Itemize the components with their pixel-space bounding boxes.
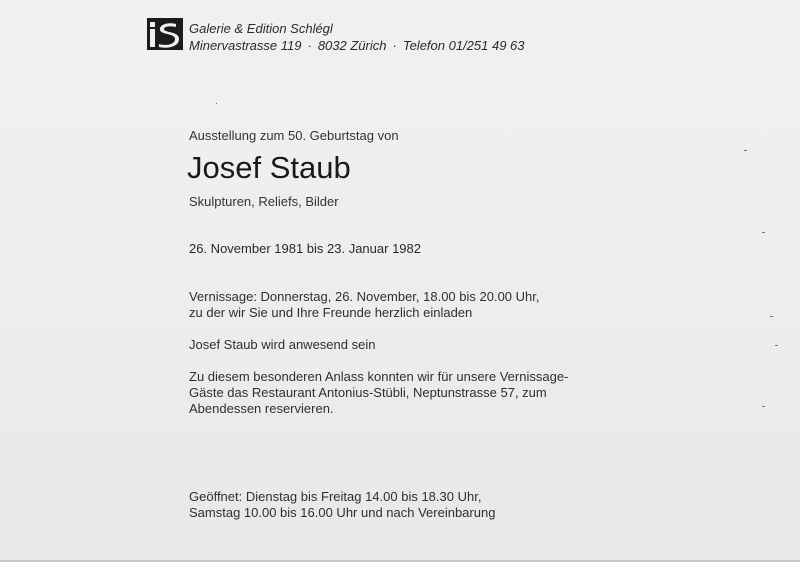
- vernissage-line: Vernissage: Donnerstag, 26. November, 18.00 bis 20.00 Uhr,: [189, 289, 540, 304]
- hours-line: Samstag 10.00 bis 16.00 Uhr und nach Vereinbarung: [189, 505, 496, 520]
- dinner-line: Abendessen reservieren.: [189, 401, 334, 416]
- gallery-city: 8032 Zürich: [317, 38, 387, 53]
- paper-speck: [216, 103, 217, 104]
- paper-speck: [744, 150, 747, 151]
- gallery-address: [189, 37, 525, 54]
- dinner-line: Gäste das Restaurant Antonius-Stübli, Neptunstrasse 57, zum: [189, 385, 547, 400]
- exhibition-media: Skulpturen, Reliefs, Bilder: [189, 194, 339, 209]
- vernissage-line: zu der wir Sie und Ihre Freunde herzlich einladen: [189, 305, 473, 320]
- dinner-line: Zu diesem besonderen Anlass konnten wir für unsere Vernissage-: [189, 369, 569, 384]
- dinner-paragraph: [189, 369, 568, 417]
- vernissage-paragraph: [189, 289, 540, 321]
- attendance-note: Josef Staub wird anwesend sein: [189, 337, 376, 352]
- paper-speck: [762, 232, 765, 233]
- gallery-header: [189, 20, 525, 54]
- artist-name: Josef Staub: [187, 150, 351, 185]
- paper-speck: [770, 316, 773, 317]
- paper-speck: [762, 406, 765, 407]
- paper-speck: [775, 345, 778, 346]
- address-separator: ·: [307, 38, 312, 53]
- exhibition-intro: Ausstellung zum 50. Geburtstag von: [189, 128, 399, 143]
- gallery-logo-icon: [147, 18, 183, 50]
- address-separator: ·: [392, 38, 397, 53]
- gallery-name: Galerie & Edition Schlégl: [189, 21, 333, 36]
- exhibition-dates: 26. November 1981 bis 23. Januar 1982: [189, 241, 421, 256]
- gallery-phone: Telefon 01/251 49 63: [402, 38, 525, 53]
- opening-hours: [189, 489, 495, 521]
- hours-line: Geöffnet: Dienstag bis Freitag 14.00 bis 18.30 Uhr,: [189, 489, 482, 504]
- gallery-street: Minervastrasse 119: [189, 38, 302, 53]
